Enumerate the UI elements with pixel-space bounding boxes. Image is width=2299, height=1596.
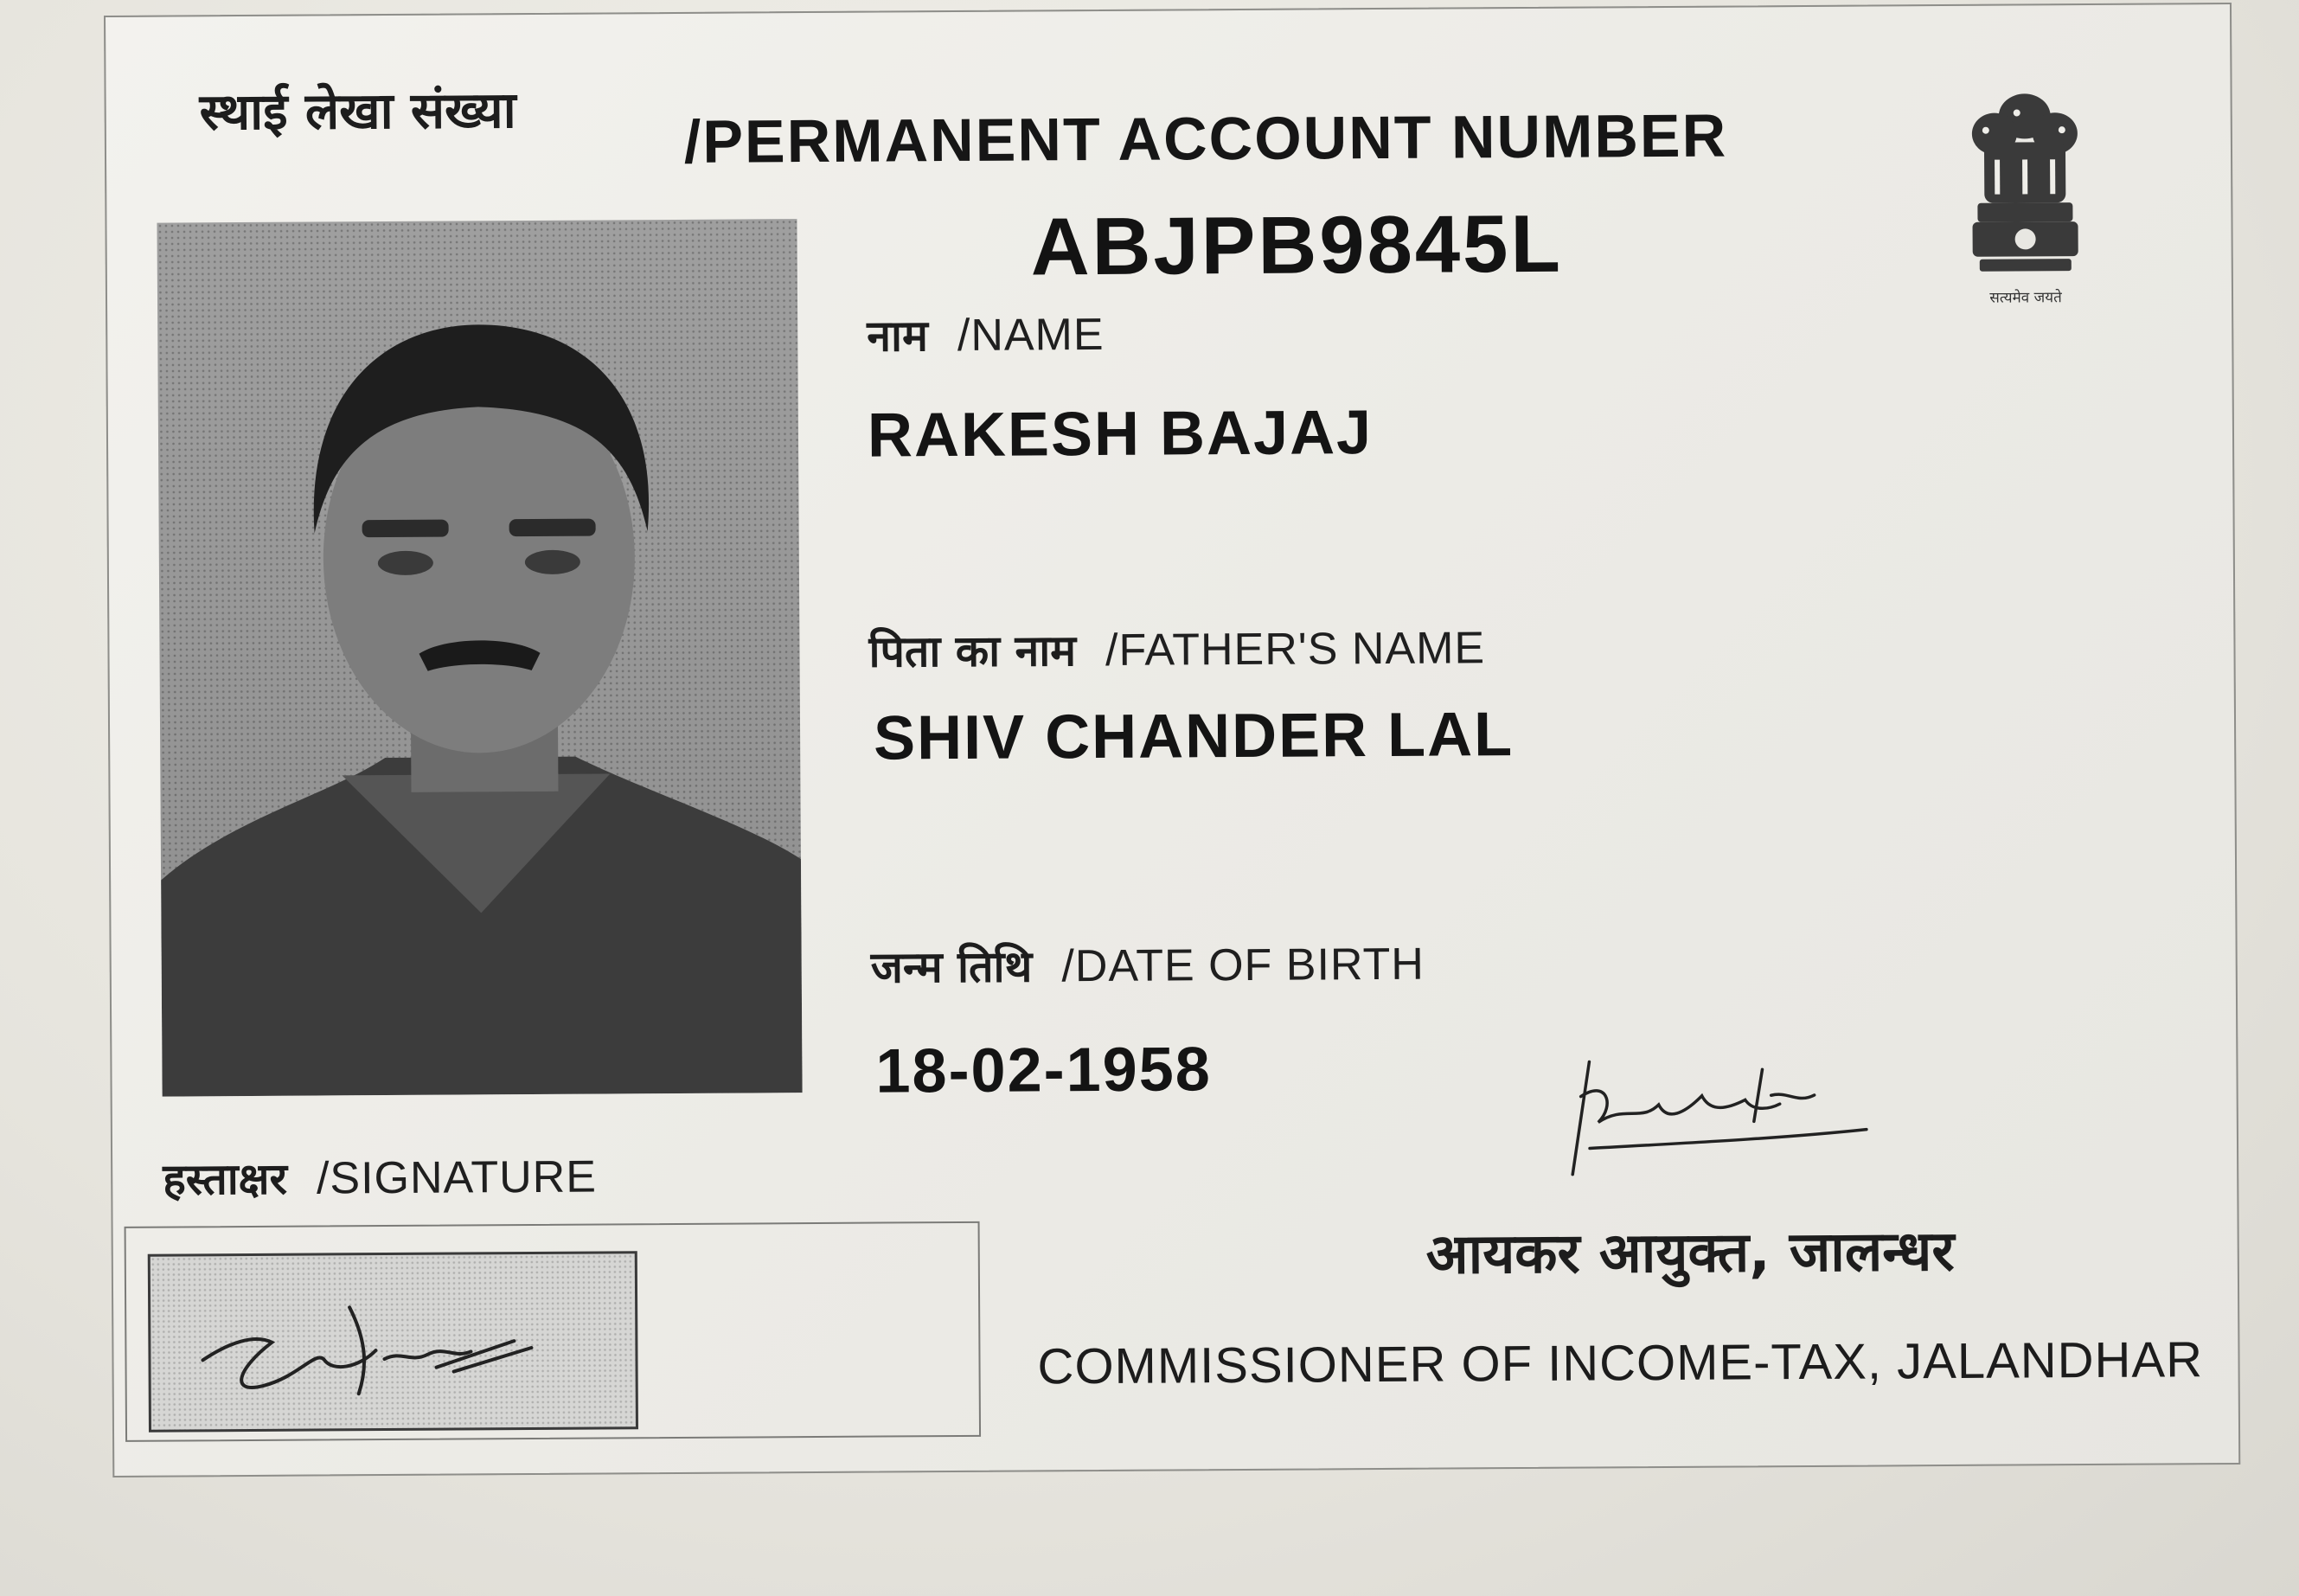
- dob-value: 18-02-1958: [875, 1035, 1213, 1106]
- signature-label-english: /SIGNATURE: [316, 1151, 598, 1204]
- title-english: /PERMANENT ACCOUNT NUMBER: [683, 101, 1728, 176]
- signature-label: [163, 1146, 597, 1208]
- cardholder-signature: [148, 1251, 638, 1432]
- signature-box: [125, 1221, 982, 1442]
- dob-label-english: /DATE OF BIRTH: [1061, 939, 1425, 992]
- dob-label: [871, 933, 1425, 996]
- national-emblem-icon: [1960, 81, 2091, 316]
- pan-number: ABJPB9845L: [1030, 197, 1564, 292]
- title-hindi: स्थाई लेखा संख्या: [199, 80, 516, 142]
- pan-card: [104, 3, 2240, 1477]
- signature-scribble-icon: [150, 1253, 636, 1429]
- father-name-label-english: /FATHER'S NAME: [1105, 623, 1486, 676]
- dob-label-hindi: जन्म तिथि: [870, 941, 1033, 993]
- portrait-image: [157, 219, 802, 1097]
- emblem-motto: सत्यमेव जयते: [1989, 289, 2062, 307]
- father-name-label: [868, 617, 1485, 679]
- name-label-hindi: नाम: [867, 311, 929, 362]
- issuer-hindi: आयकर आयुक्त, जालन्धर: [1425, 1219, 1955, 1287]
- name-label-english: /NAME: [957, 309, 1105, 361]
- commissioner-signature-icon: [1554, 1042, 1901, 1191]
- name-value: RAKESH BAJAJ: [867, 398, 1374, 471]
- father-name-value: SHIV CHANDER LAL: [873, 700, 1515, 773]
- name-label: [867, 304, 1105, 364]
- signature-label-hindi: हस्ताक्षर: [163, 1153, 288, 1205]
- issuer-english: COMMISSIONER OF INCOME-TAX, JALANDHAR: [1037, 1331, 2204, 1395]
- father-name-label-hindi: पिता का नाम: [868, 625, 1077, 677]
- cardholder-photo: [157, 219, 802, 1097]
